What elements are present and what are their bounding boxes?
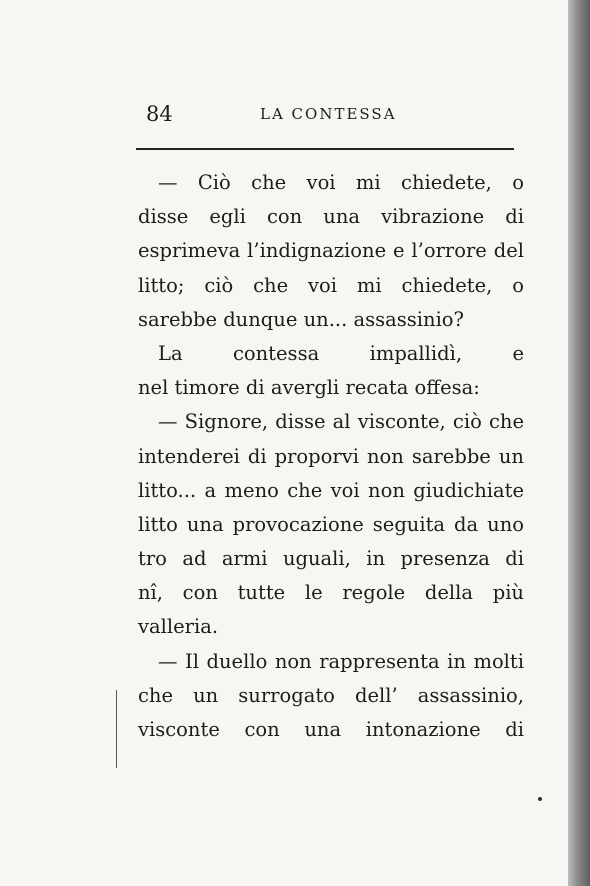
text-line: litto... a meno che voi non giudichiate <box>138 478 524 502</box>
text-line: disse egli con una vibrazione di <box>138 205 524 229</box>
body-text <box>138 166 524 747</box>
text-line: — Il duello non rappresenta in molti <box>158 649 524 673</box>
text-line: sarebbe dunque un... assassinio? <box>138 307 464 331</box>
text-line: La contessa impallidì, e <box>158 341 524 365</box>
text-line: litto; ciò che voi mi chiedete, o <box>138 273 524 297</box>
header-rule <box>136 148 514 150</box>
text-line: esprimeva l’indignazione e l’orrore del <box>138 239 524 263</box>
text-line: intenderei di proporvi non sarebbe un <box>138 444 524 468</box>
text-line: tro ad armi uguali, in presenza di <box>138 547 524 571</box>
text-line: nel timore di avergli recata offesa: <box>138 376 480 400</box>
running-title: LA CONTESSA <box>260 105 397 123</box>
ink-speck <box>538 797 542 801</box>
book-spine-edge <box>568 0 590 886</box>
margin-mark <box>116 690 117 768</box>
text-line: litto una provocazione seguita da uno <box>138 512 524 536</box>
text-line: nî, con tutte le regole della più <box>138 581 524 605</box>
page-number: 84 <box>146 102 173 126</box>
text-line: — Ciò che voi mi chiedete, o <box>158 171 524 194</box>
page-header <box>146 100 516 130</box>
text-line: — Signore, disse al visconte, ciò che <box>158 410 524 434</box>
text-line: visconte con una intonazione di <box>138 718 524 741</box>
text-line: valleria. <box>138 615 219 639</box>
text-line: che un surrogato dell’ assassinio, <box>138 683 524 707</box>
